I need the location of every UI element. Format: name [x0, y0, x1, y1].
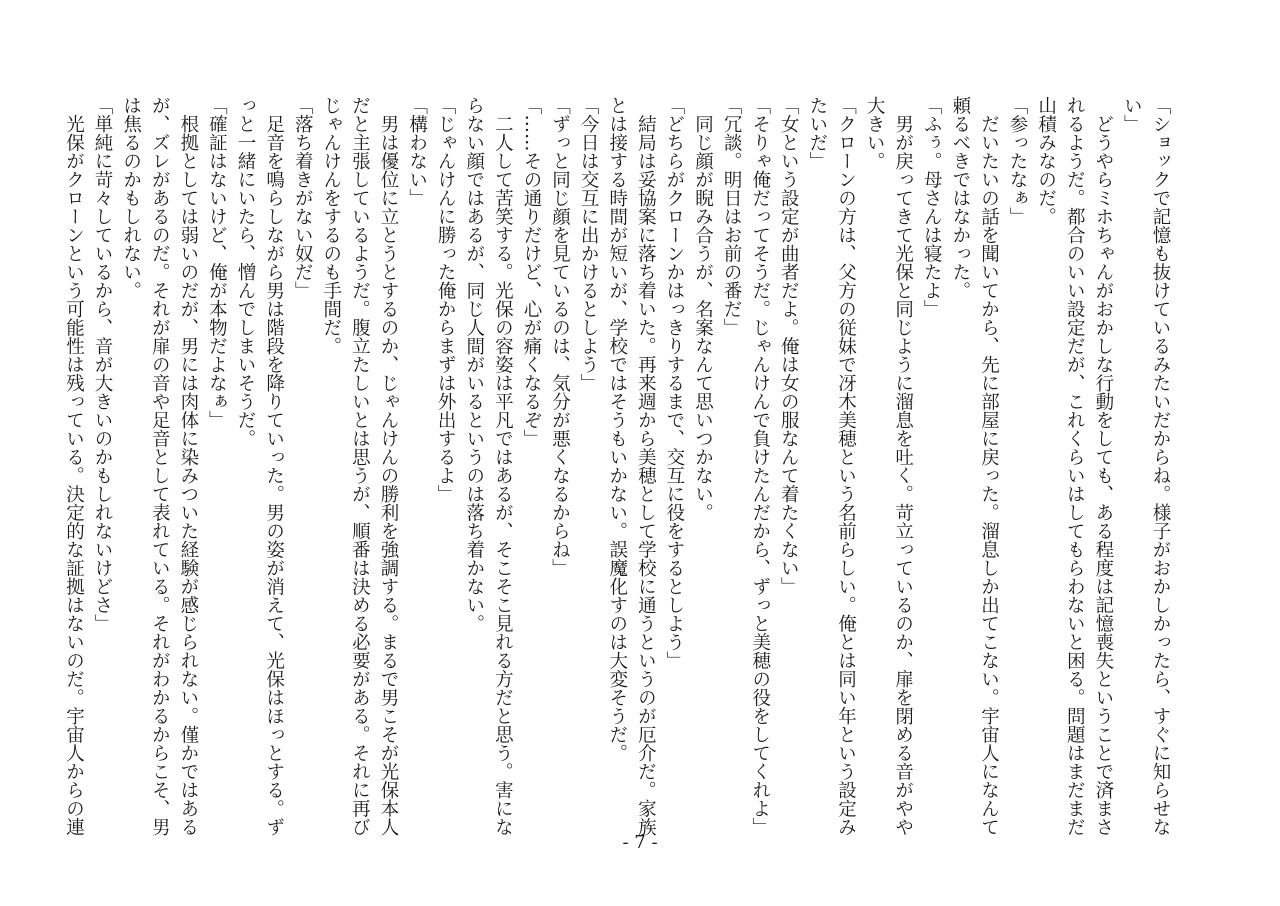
text-line: 男は優位に立とうとするのか、じゃんけんの勝利を強調する。まるで男こそが光保本人 — [377, 96, 399, 836]
text-line: 「冗談。明日はお前の番だ」 — [721, 96, 743, 337]
text-line: 頼るべきではなかった。 — [949, 96, 971, 300]
text-line: だと主張しているようだ。腹立たしいとは思うが、順番は決める必要がある。それに再び — [349, 96, 371, 836]
text-line: 「ずっと同じ顔を見ているのは、気分が悪くなるからね」 — [549, 96, 571, 577]
text-line: 「単純に苛々しているから、音が大きいのかもしれないけどさ」 — [92, 96, 114, 633]
text-line: らない顔ではあるが、同じ人間がいるというのは落ち着かない。 — [463, 96, 485, 633]
vertical-text-body — [59, 96, 1174, 836]
text-line: 「クローンの方は、父方の従妹で冴木美穂という名前らしい。俺とは同い年という設定み — [835, 96, 857, 836]
text-line: 「落ち着きがない奴だ」 — [292, 96, 314, 300]
text-line: 同じ顔が睨み合うが、名案なんて思いつかない。 — [692, 96, 714, 522]
text-line: 「女という設定が曲者だよ。俺は女の服なんて着たくない」 — [778, 96, 800, 596]
page-number: - 7 - — [622, 832, 658, 853]
text-line: が、ズレがあるのだ。それが扉の音や足音として表れている。それがわかるからこそ、男 — [149, 96, 171, 836]
text-line: 「ショックで記憶も抜けているみたいだからね。様子がおかしかったら、すぐに知らせな — [1150, 96, 1171, 836]
text-line: 「参ったなぁ」 — [1007, 96, 1029, 226]
text-line: たいだ」 — [806, 96, 828, 170]
text-line: 「じゃんけんに勝った俺からまずは外出するよ」 — [435, 96, 457, 503]
text-line: 「ふぅ。母さんは寝たよ」 — [921, 96, 943, 318]
text-line: だいたいの話を聞いてから、先に部屋に戻った。溜息しか出てこない。宇宙人になんて — [978, 96, 1000, 836]
text-line: 「今日は交互に出かけるとしよう」 — [578, 96, 600, 392]
text-line: 結局は妥協案に落ち着いた。再来週から美穂として学校に通うというのが厄介だ。家族 — [635, 96, 657, 836]
text-line: 二人して苦笑する。光保の容姿は平凡ではあるが、そこそこ見れる方だと思う。害にな — [492, 96, 514, 836]
text-line: 「確証はないけど、俺が本物だよなぁ」 — [206, 96, 228, 429]
text-line: 大きい。 — [864, 96, 886, 170]
text-line: じゃんけんをするのも手間だ。 — [320, 96, 342, 355]
text-line: 「……その通りだけど、心が痛くなるぞ」 — [520, 96, 542, 448]
text-line: っと一緒にいたら、憎んでしまいそうだ。 — [235, 96, 256, 448]
text-line: れるようだ。都合のいい設定だが、これくらいはしてもらわないと困る。問題はまだまだ — [1064, 96, 1086, 836]
text-line: 「そりゃ俺だってそうだ。じゃんけんで負けたんだから、ずっと美穂の役をしてくれよ」 — [749, 96, 771, 836]
text-line: どうやらミホちゃんがおかしな行動をしても、ある程度は記憶喪失ということで済まさ — [1092, 96, 1114, 836]
text-line: は焦るのかもしれない。 — [120, 96, 142, 300]
text-line: 根拠としては弱いのだが、男には肉体に染みついた経験が感じられない。僅かではある — [177, 96, 199, 836]
text-line: 足音を鳴らしながら男は階段を降りていった。男の姿が消えて、光保はほっとする。ず — [263, 96, 285, 836]
text-line: 山積みなのだ。 — [1035, 96, 1057, 226]
text-line: とは接する時間が短いが、学校ではそうもいかない。誤魔化すのは大変そうだ。 — [606, 96, 628, 762]
text-line: 「構わない」 — [406, 96, 428, 207]
text-line: 光保がクローンという可能性は残っている。決定的な証拠はないのだ。宇宙人からの連 — [63, 96, 85, 836]
text-line: い」 — [1121, 96, 1143, 133]
text-line: 男が戻ってきて光保と同じように溜息を吐く。苛立っているのか、扉を閉める音がやや — [892, 96, 914, 836]
text-line: 「どちらがクローンかはっきりするまで、交互に役をするとしよう」 — [663, 96, 685, 670]
